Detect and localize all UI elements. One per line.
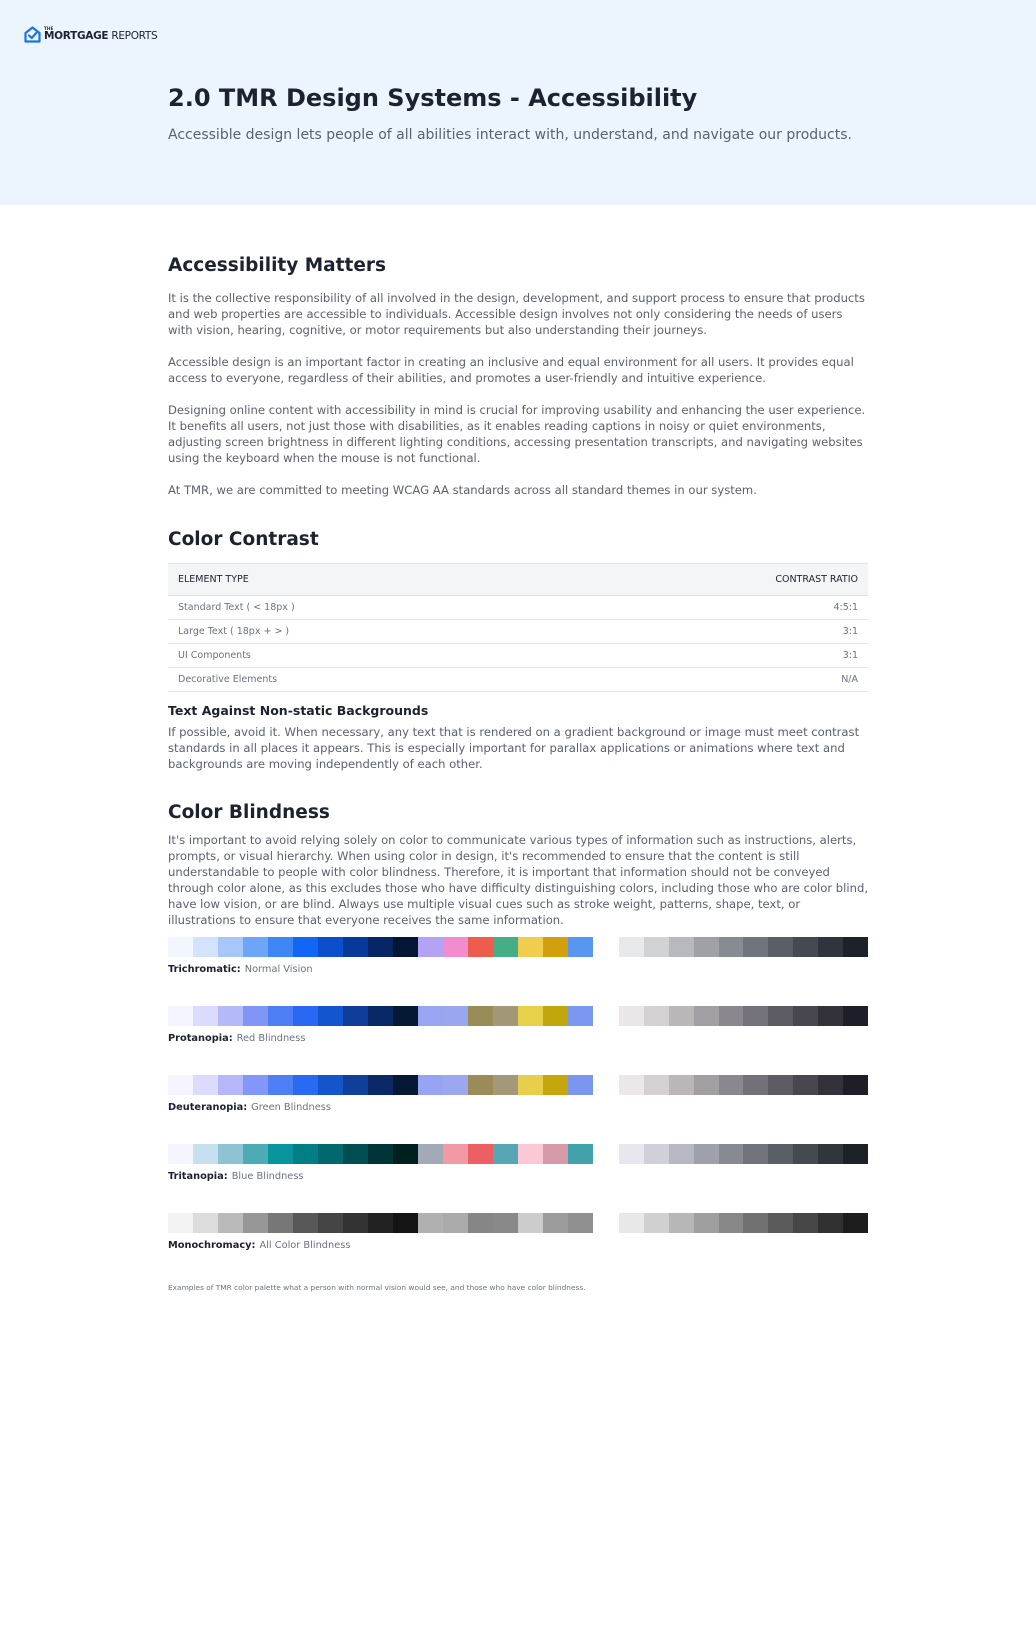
table-header <box>168 563 868 596</box>
color-swatch <box>568 1006 593 1026</box>
grey-swatch <box>793 1006 818 1026</box>
color-swatch <box>368 1213 393 1233</box>
grey-swatch <box>843 1006 868 1026</box>
color-swatch <box>293 1075 318 1095</box>
palette-name: Tritanopia: <box>168 1171 228 1182</box>
grey-swatch <box>818 937 843 957</box>
grey-swatch <box>619 1006 644 1026</box>
color-swatch <box>268 1213 293 1233</box>
color-swatch <box>543 1075 568 1095</box>
accessibility-paragraph: Accessible design is an important factor in creating an inclusive and equal environment for all users. It provides equal access to everyone, regardless of their abilities, and promotes a user-friendly and intuitive experience. <box>168 355 854 385</box>
color-swatch-strip <box>168 1075 594 1095</box>
color-swatch <box>193 937 218 957</box>
color-blindness-paragraph: It's important to avoid relying solely on color to communicate various types of information such as instructions, alerts, prompts, or visual hierarchy. When using color in design, it's recommended to ensure that the content is still understandable to people with color blindness. Therefore, it is important that information should not be conveyed through color alone, as this excludes those who have difficulty distinguishing colors, including those who are color blind, have low vision, or are blind. Always use multiple visual cues such as stroke weight, patterns, shape, text, or illustrations to ensure that everyone receives the same information. <box>168 833 869 927</box>
page-title: 2.0 TMR Design Systems - Accessibility <box>168 84 698 112</box>
color-swatch-strip <box>168 1213 594 1233</box>
palette-label <box>168 1102 331 1113</box>
color-swatch <box>293 937 318 957</box>
color-swatch <box>493 1006 518 1026</box>
color-swatch <box>168 1213 193 1233</box>
grey-swatch <box>818 1006 843 1026</box>
grey-swatch <box>743 937 768 957</box>
color-swatch <box>368 937 393 957</box>
logo-wordmark <box>44 27 157 42</box>
color-swatch <box>318 937 343 957</box>
color-swatch <box>393 1213 418 1233</box>
color-swatch <box>568 1144 593 1164</box>
palette-description: Normal Vision <box>244 964 313 975</box>
color-swatch <box>518 1075 543 1095</box>
non-static-backgrounds-heading: Text Against Non-static Backgrounds <box>168 703 429 718</box>
color-swatch <box>518 937 543 957</box>
palette-description: Green Blindness <box>251 1102 331 1113</box>
color-swatch <box>293 1144 318 1164</box>
grey-swatch <box>694 1075 719 1095</box>
color-swatch <box>543 1144 568 1164</box>
table-row <box>168 644 868 668</box>
color-swatch <box>468 1144 493 1164</box>
contrast-ratio-cell: 3:1 <box>842 650 858 661</box>
color-swatch <box>568 937 593 957</box>
grey-swatch <box>818 1213 843 1233</box>
grey-swatch-strip <box>619 1213 868 1233</box>
color-swatch <box>418 1075 443 1095</box>
color-swatch <box>218 1006 243 1026</box>
color-swatch <box>168 1075 193 1095</box>
color-swatch <box>443 1075 468 1095</box>
color-swatch <box>418 1144 443 1164</box>
table-row <box>168 668 868 692</box>
mortgage-reports-logo[interactable] <box>24 26 157 43</box>
page-subtitle: Accessible design lets people of all abilities interact with, understand, and navigate our products. <box>168 127 852 143</box>
grey-swatch <box>694 1006 719 1026</box>
color-swatch <box>218 1213 243 1233</box>
grey-swatch <box>669 1213 694 1233</box>
color-swatch-strip <box>168 1006 594 1026</box>
color-swatch <box>243 937 268 957</box>
grey-swatch <box>644 1213 669 1233</box>
grey-swatch <box>793 1144 818 1164</box>
color-swatch <box>218 1144 243 1164</box>
grey-swatch <box>843 1144 868 1164</box>
contrast-ratio-cell: 4:5:1 <box>833 602 858 613</box>
color-contrast-heading: Color Contrast <box>168 529 319 550</box>
palette-description: Blue Blindness <box>231 1171 304 1182</box>
color-swatch <box>193 1213 218 1233</box>
grey-swatch <box>743 1144 768 1164</box>
color-swatch <box>243 1144 268 1164</box>
non-static-backgrounds-paragraph: If possible, avoid it. When necessary, any text that is rendered on a gradient background or image must meet contrast standards in all places it appears. This is especially important for parallax applications or animations where text and backgrounds are moving independently of each other. <box>168 725 860 771</box>
house-check-icon <box>24 26 41 43</box>
palette-caption: Examples of TMR color palette what a person with normal vision would see, and those who have color blindness. <box>168 1283 586 1292</box>
grey-swatch-strip <box>619 1006 868 1026</box>
grey-swatch <box>768 937 793 957</box>
accessibility-paragraph: At TMR, we are committed to meeting WCAG AA standards across all standard themes in our system. <box>168 483 757 497</box>
grey-swatch <box>619 1213 644 1233</box>
color-swatch <box>343 1075 368 1095</box>
color-swatch <box>293 1213 318 1233</box>
grey-swatch <box>619 1075 644 1095</box>
color-swatch <box>193 1075 218 1095</box>
palette-name: Protanopia: <box>168 1033 233 1044</box>
grey-swatch <box>644 1144 669 1164</box>
grey-swatch <box>768 1006 793 1026</box>
color-swatch <box>318 1213 343 1233</box>
element-type-cell: Large Text ( 18px + > ) <box>178 626 290 637</box>
grey-swatch <box>644 937 669 957</box>
column-header-element-type: ELEMENT TYPE <box>178 574 249 585</box>
color-swatch <box>168 1006 193 1026</box>
palette-description: All Color Blindness <box>259 1240 351 1251</box>
color-swatch <box>368 1144 393 1164</box>
color-swatch <box>418 1006 443 1026</box>
table-row <box>168 620 868 644</box>
color-swatch <box>468 1213 493 1233</box>
column-header-contrast-ratio: CONTRAST RATIO <box>775 574 858 585</box>
color-swatch <box>443 1006 468 1026</box>
grey-swatch <box>843 1213 868 1233</box>
color-swatch <box>243 1075 268 1095</box>
grey-swatch <box>694 1144 719 1164</box>
grey-swatch <box>818 1144 843 1164</box>
color-swatch <box>243 1006 268 1026</box>
color-swatch <box>393 937 418 957</box>
element-type-cell: Standard Text ( < 18px ) <box>178 602 295 613</box>
color-swatch <box>168 937 193 957</box>
color-swatch <box>543 1006 568 1026</box>
grey-swatch <box>669 1144 694 1164</box>
color-swatch <box>518 1144 543 1164</box>
color-swatch <box>268 937 293 957</box>
grey-swatch <box>644 1006 669 1026</box>
color-swatch <box>268 1075 293 1095</box>
color-swatch <box>393 1006 418 1026</box>
palette-description: Red Blindness <box>236 1033 306 1044</box>
color-swatch <box>268 1144 293 1164</box>
color-swatch <box>443 1213 468 1233</box>
accessibility-paragraph: It is the collective responsibility of all involved in the design, development, and support process to ensure that products and web properties are accessible to individuals. Accessible design involves not only considering the needs of users with vision, hearing, cognitive, or motor requirements but also understanding their journeys. <box>168 291 865 337</box>
color-swatch <box>443 937 468 957</box>
color-swatch-strip <box>168 1144 594 1164</box>
palette-label <box>168 1171 304 1182</box>
grey-swatch <box>694 1213 719 1233</box>
color-swatch <box>218 1075 243 1095</box>
grey-swatch <box>619 1144 644 1164</box>
color-swatch <box>293 1006 318 1026</box>
color-swatch <box>568 1213 593 1233</box>
color-swatch <box>368 1006 393 1026</box>
color-swatch <box>393 1144 418 1164</box>
table-row <box>168 596 868 620</box>
grey-swatch <box>843 1075 868 1095</box>
color-swatch <box>468 1075 493 1095</box>
color-swatch-strip <box>168 937 594 957</box>
palette-name: Deuteranopia: <box>168 1102 248 1113</box>
logo-the: THE <box>44 26 54 32</box>
contrast-ratio-cell: 3:1 <box>842 626 858 637</box>
palette-label <box>168 1240 350 1251</box>
grey-swatch <box>719 1213 744 1233</box>
palette-name: Monochromacy: <box>168 1240 256 1251</box>
color-swatch <box>193 1006 218 1026</box>
color-swatch <box>343 1144 368 1164</box>
color-swatch <box>318 1006 343 1026</box>
grey-swatch <box>743 1006 768 1026</box>
grey-swatch <box>793 1075 818 1095</box>
logo-reports: REPORTS <box>111 30 158 43</box>
element-type-cell: Decorative Elements <box>178 674 278 685</box>
grey-swatch <box>768 1144 793 1164</box>
color-swatch <box>418 937 443 957</box>
color-swatch <box>518 1213 543 1233</box>
grey-swatch-strip <box>619 937 868 957</box>
color-swatch <box>343 937 368 957</box>
color-swatch <box>493 937 518 957</box>
grey-swatch <box>719 1006 744 1026</box>
contrast-ratio-cell: N/A <box>841 674 858 685</box>
page-header <box>0 0 1036 205</box>
color-swatch <box>518 1006 543 1026</box>
palette-label <box>168 964 313 975</box>
grey-swatch <box>743 1213 768 1233</box>
grey-swatch <box>818 1075 843 1095</box>
grey-swatch <box>669 1075 694 1095</box>
grey-swatch <box>768 1075 793 1095</box>
color-swatch <box>393 1075 418 1095</box>
color-swatch <box>493 1075 518 1095</box>
color-swatch <box>468 1006 493 1026</box>
color-swatch <box>268 1006 293 1026</box>
grey-swatch <box>669 1006 694 1026</box>
logo-mortgage: MORTGAGE <box>44 30 109 43</box>
color-swatch <box>493 1213 518 1233</box>
element-type-cell: UI Components <box>178 650 251 661</box>
color-swatch <box>343 1213 368 1233</box>
color-swatch <box>443 1144 468 1164</box>
grey-swatch <box>694 937 719 957</box>
grey-swatch <box>768 1213 793 1233</box>
color-swatch <box>243 1213 268 1233</box>
color-swatch <box>368 1075 393 1095</box>
grey-swatch <box>843 937 868 957</box>
grey-swatch <box>793 1213 818 1233</box>
color-swatch <box>568 1075 593 1095</box>
palette-name: Trichromatic: <box>168 964 241 975</box>
grey-swatch <box>619 937 644 957</box>
grey-swatch <box>644 1075 669 1095</box>
color-swatch <box>493 1144 518 1164</box>
grey-swatch <box>669 937 694 957</box>
accessibility-paragraph: Designing online content with accessibility in mind is crucial for improving usability and enhancing the user experience. It benefits all users, not just those with disabilities, as it enables reading captions in noisy or quiet environments, adjusting screen brightness in different lighting conditions, accessing presentation transcripts, and navigating websites using the keyboard when the mouse is not functional. <box>168 403 866 465</box>
color-swatch <box>193 1144 218 1164</box>
color-swatch <box>318 1075 343 1095</box>
grey-swatch-strip <box>619 1144 868 1164</box>
grey-swatch-strip <box>619 1075 868 1095</box>
grey-swatch <box>719 1075 744 1095</box>
color-swatch <box>418 1213 443 1233</box>
color-swatch <box>168 1144 193 1164</box>
grey-swatch <box>793 937 818 957</box>
color-swatch <box>543 937 568 957</box>
color-swatch <box>318 1144 343 1164</box>
contrast-table <box>168 563 868 692</box>
color-swatch <box>343 1006 368 1026</box>
color-swatch <box>468 937 493 957</box>
color-blindness-heading: Color Blindness <box>168 802 330 823</box>
color-swatch <box>218 937 243 957</box>
grey-swatch <box>743 1075 768 1095</box>
grey-swatch <box>719 937 744 957</box>
accessibility-matters-heading: Accessibility Matters <box>168 255 387 276</box>
grey-swatch <box>719 1144 744 1164</box>
color-swatch <box>543 1213 568 1233</box>
palette-label <box>168 1033 305 1044</box>
